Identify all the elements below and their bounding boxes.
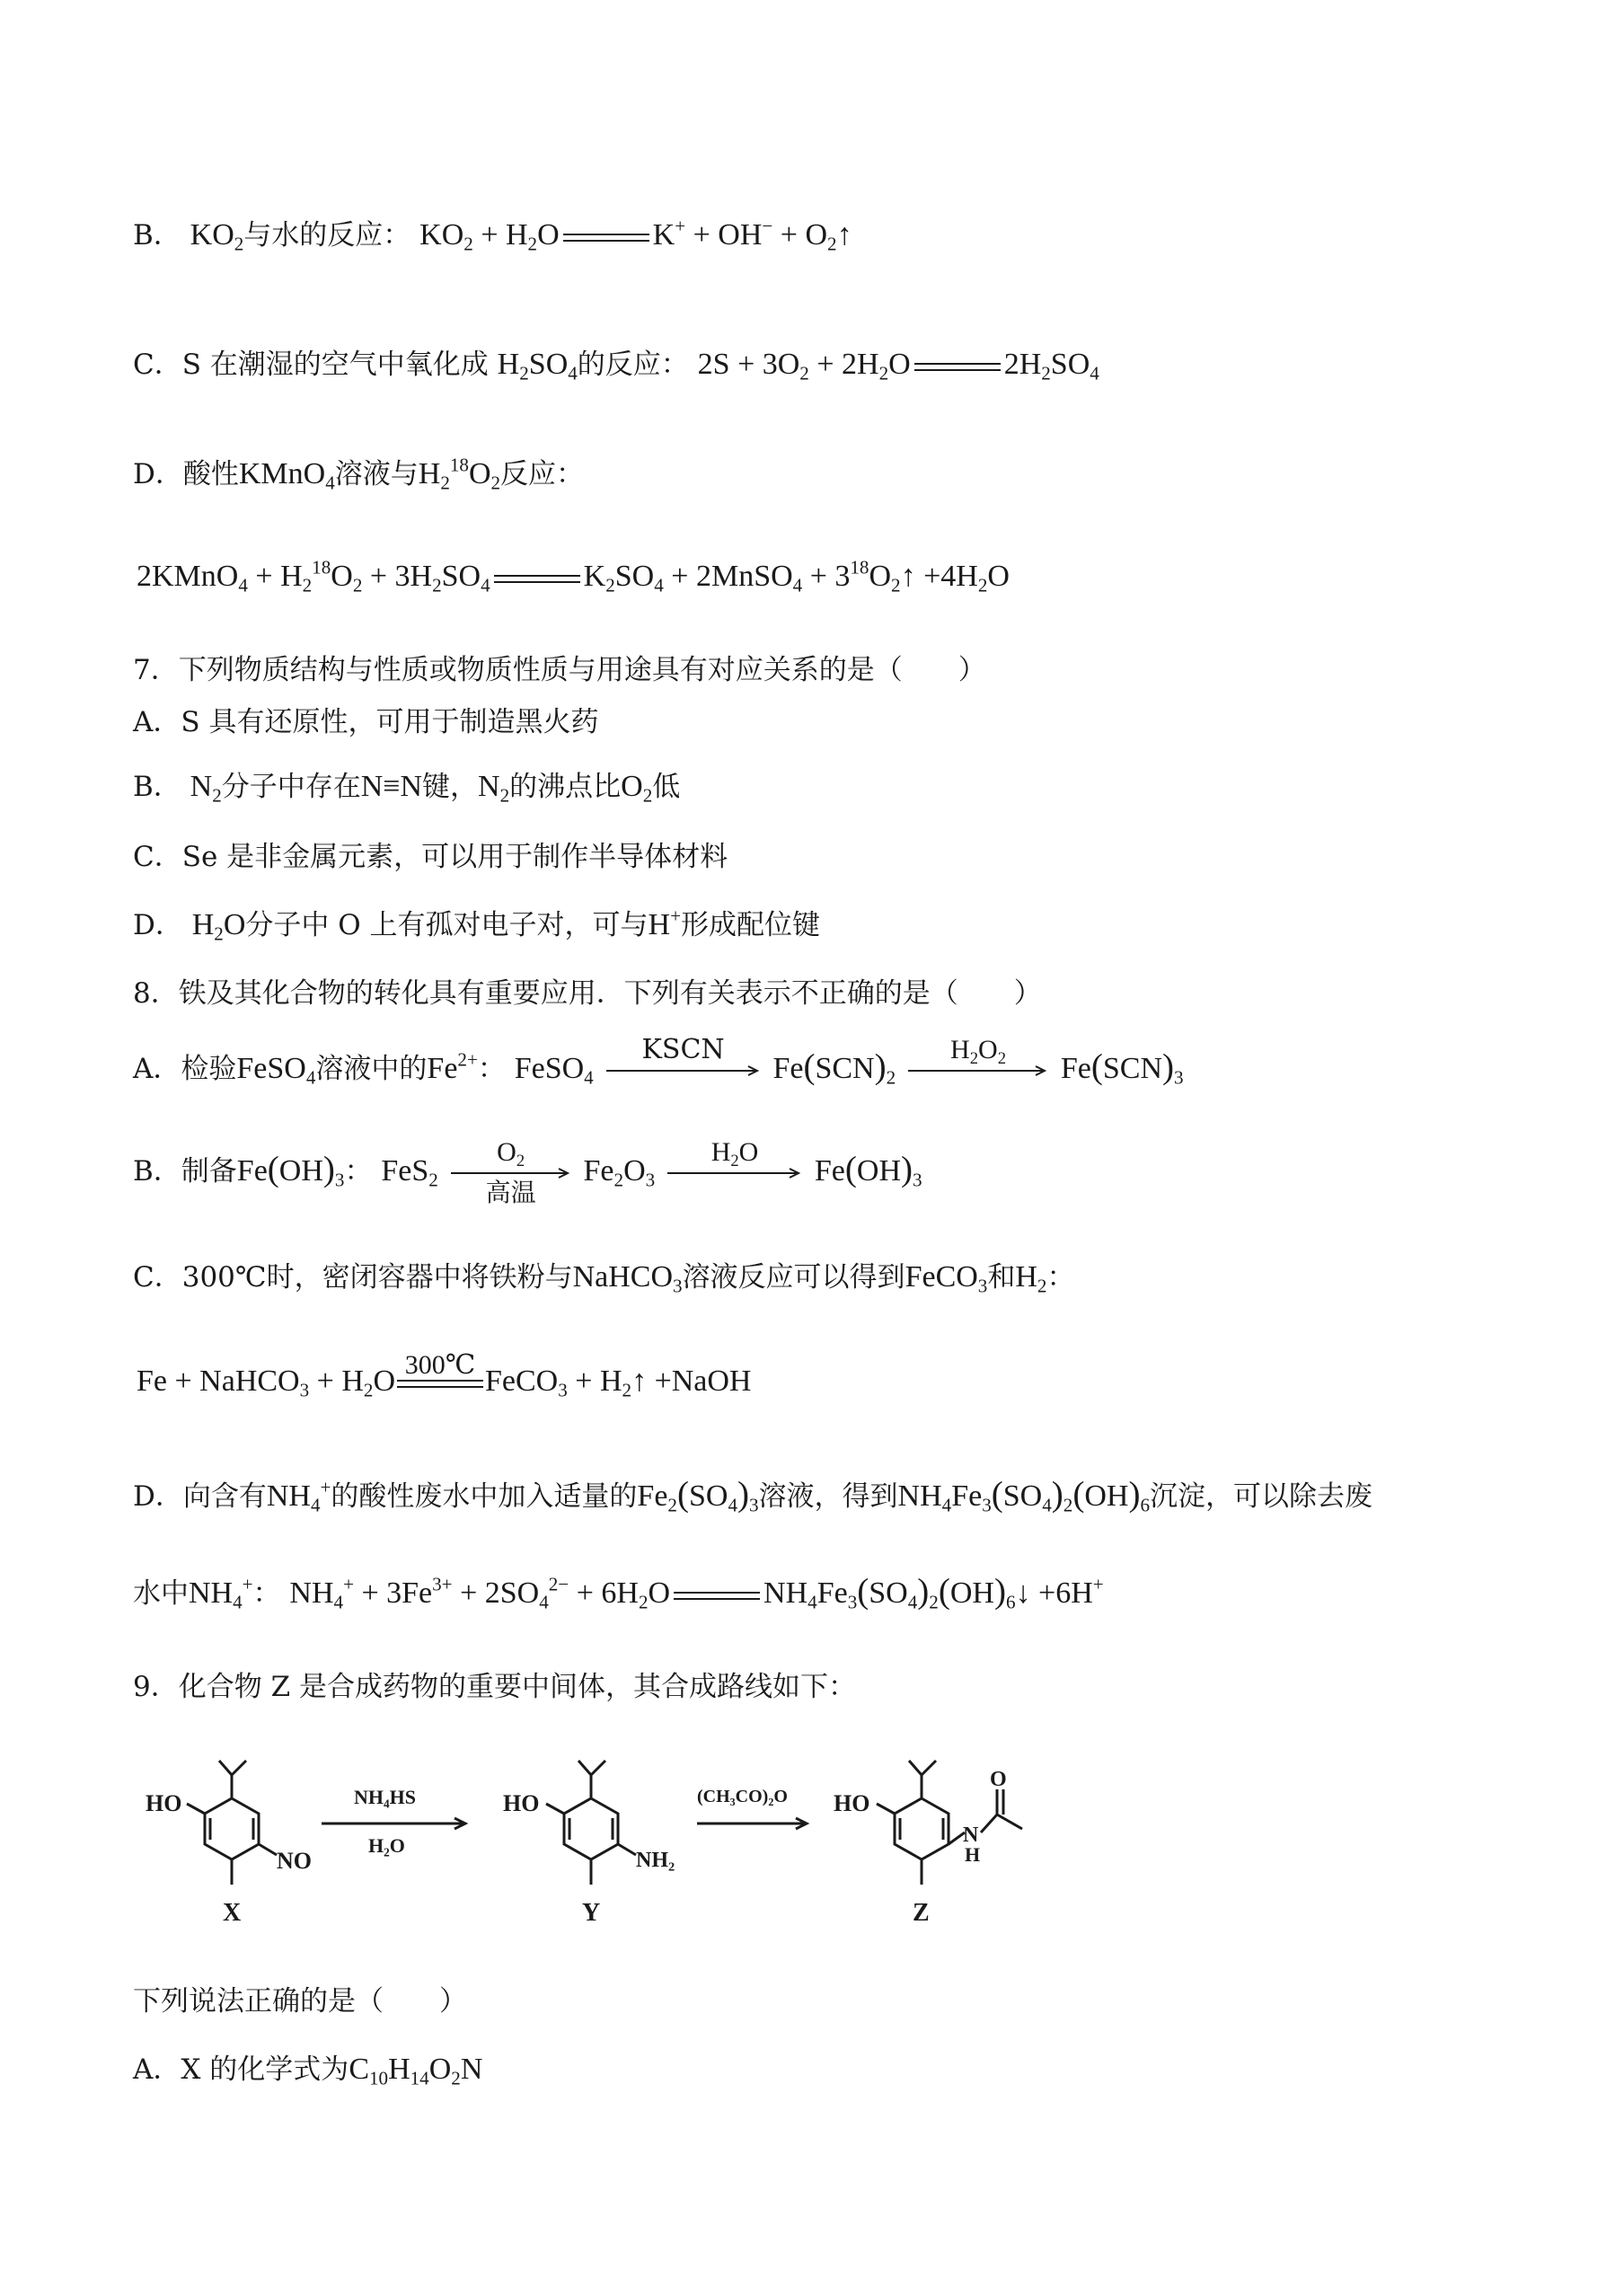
option-7d-end: 形成配位键 <box>680 909 820 941</box>
option-9a-label: A．X 的化学式为 <box>133 2053 349 2086</box>
option-6c-label: C．S 在潮湿的空气中氧化成 <box>133 349 489 381</box>
option-6d-mid2: 反应： <box>500 458 585 490</box>
option-8d: D．向含有$NH_4^+$的酸性废水中加入适量的$Fe_2(SO_4)_3$溶液，得到$NH_4Fe_3(SO_4)_2(OH)_6$沉淀，可以除去废 <box>133 1475 1373 1516</box>
option-8d-cont-label: 水中 <box>133 1577 189 1610</box>
arrow-o2-high-temp: $O_2$ 高温 <box>451 1167 571 1179</box>
arrow-nh4hs <box>322 1818 465 1829</box>
option-8c-mid2: 和 <box>987 1261 1016 1294</box>
z-o: O <box>990 1768 1007 1791</box>
option-7c: C．Se 是非金属元素，可以用于制作半导体材料 <box>133 841 728 873</box>
option-8d-mid1: 的酸性废水中加入适量的 <box>331 1480 638 1513</box>
option-8b-label: B．制备 <box>133 1155 237 1188</box>
option-8d-mid2: 溶液，得到 <box>758 1480 898 1513</box>
option-8a-label: A．检验 <box>133 1053 237 1085</box>
option-8d-mid3: 沉淀，可以除去废 <box>1150 1480 1373 1513</box>
option-8a-colon: ： <box>477 1053 506 1085</box>
reagent-o2: O <box>497 1136 516 1167</box>
reagent-h2o-scheme: H₂O <box>368 1834 405 1857</box>
option-7a: A．S 具有还原性，可用于制造黑火药 <box>133 706 599 738</box>
option-7b-mid1: 分子中存在 <box>221 771 361 803</box>
option-7d: D． $H_2O$分子中 O 上有孤对电子对，可与H+形成配位键 <box>133 905 820 945</box>
equation-8c: Fe + NaHCO$_3$ + $H_2O$ 300℃ FeCO$_3$ + $H_2↑$ +NaOH <box>137 1349 752 1401</box>
question-9: 9．化合物 Z 是合成药物的重要中间体，其合成路线如下： <box>133 1671 856 1703</box>
x-ho: HO <box>146 1790 182 1816</box>
x-no: NO <box>277 1848 312 1874</box>
label-z: Z <box>913 1899 930 1927</box>
option-8c: C．300℃时，密闭容器中将铁粉与NaHCO$_3$溶液反应可以得到FeCO$_3$和$H_2$： <box>133 1260 1075 1297</box>
option-7b-mid2: 键， <box>422 771 479 803</box>
question-9-prompt: 下列说法正确的是（ ） <box>133 1985 467 2018</box>
option-6b-label: B． <box>133 219 181 252</box>
option-6d-label: D．酸性 <box>133 458 239 490</box>
molecule-y <box>546 1761 636 1885</box>
question-8: 8．铁及其化合物的转化具有重要应用．下列有关表示不正确的是（ ） <box>133 977 1042 1010</box>
option-8b: B．制备$Fe(OH)_3$： FeS$_2$ $O_2$ 高温 $Fe_2O_3$ $H_2O$ $Fe(OH)_3$ <box>133 1136 922 1207</box>
option-6b-desc: 与水的反应： <box>243 219 411 252</box>
molecule-x <box>187 1761 277 1885</box>
z-n: N <box>963 1824 979 1847</box>
option-8c-end: ： <box>1046 1261 1075 1294</box>
option-8c-label: C．300℃时，密闭容器中将铁粉与 <box>133 1261 573 1294</box>
option-8d-cont-colon: ： <box>252 1577 281 1610</box>
reagent-nh4hs: NH₄HS <box>354 1786 416 1808</box>
reagent-h2o: H <box>710 1136 731 1167</box>
condition-300c: 300℃ <box>404 1349 476 1380</box>
equals-300c <box>397 1349 483 1388</box>
arrow-h2o2: $H_2O_2$ <box>908 1064 1048 1077</box>
arrow-h2o: $H_2O$ <box>667 1167 802 1179</box>
question-7: 7．下列物质结构与性质或物质性质与用途具有对应关系的是（ ） <box>133 654 986 686</box>
arrow-ac2o <box>697 1818 807 1829</box>
option-8a-mid: 溶液中的 <box>315 1053 428 1085</box>
option-8a: A．检验FeSO$_4$溶液中的$Fe^{2+}$： FeSO$_4$ KSCN $Fe(SCN)_2$ $H_2O_2$ $Fe(SCN)_3$ <box>133 1033 1184 1089</box>
option-8d-cont: 水中$NH_4^+$： $NH_4^+ + 3Fe^{3+} + 2SO_4^{2-} + 6H_2O$ $NH_4Fe_3(SO_4)_2(OH)_6↓ +6H^+$ <box>133 1572 1104 1613</box>
reagent-kscn: KSCN <box>641 1033 725 1065</box>
z-ho: HO <box>834 1790 870 1816</box>
option-8c-mid1: 溶液反应可以得到 <box>682 1261 905 1294</box>
reagent-ac2o: (CH₃CO)₂O <box>697 1787 788 1806</box>
option-7b-mid3: 的沸点比 <box>509 771 622 803</box>
label-y: Y <box>582 1899 601 1927</box>
option-7d-label: D． <box>133 909 183 941</box>
option-7b-mid4: 低 <box>652 771 681 803</box>
option-7d-mid: 分子中 O 上有孤对电子对，可与 <box>245 909 649 941</box>
y-nh2: NH₂ <box>636 1849 675 1872</box>
z-h: H <box>965 1843 981 1866</box>
y-ho: HO <box>503 1790 540 1816</box>
option-7b: B． $N_2$分子中存在N≡N键，$N_2$的沸点比$O_2$低 <box>133 770 681 807</box>
label-x: X <box>223 1899 242 1927</box>
option-6d: D．酸性KMnO$_4$溶液与$H_2^{18}O_2$反应： <box>133 454 585 494</box>
option-9a: A．X 的化学式为$C_{10}H_{14}O_2N$ <box>133 2053 483 2089</box>
synthesis-scheme <box>133 1752 1067 1931</box>
option-6b: B． $KO_2$与水的反应： $KO_2 + H_2O$ $K^+ + OH^- + O_2↑$ <box>133 215 852 255</box>
equation-6d: 2KMnO$_4$ + $H_2^{18}O_2 + 3H_2SO_4$ $K_2SO_4$ + 2MnSO$_4$ + $3^{18}O_2↑ +4H_2O$ <box>137 556 1010 596</box>
option-6c: C．S 在潮湿的空气中氧化成 $H_2SO_4$的反应： $2S + 3O_2 + 2H_2O$ $2H_2SO_4$ <box>133 348 1099 384</box>
condition-high-temp: 高温 <box>485 1177 536 1207</box>
arrow-kscn <box>606 1033 761 1077</box>
option-8b-colon: ： <box>344 1155 373 1188</box>
option-6c-mid: 的反应： <box>577 349 689 381</box>
option-6d-mid1: 溶液与 <box>334 458 419 490</box>
option-7b-label: B． <box>133 771 181 803</box>
option-8d-label: D．向含有 <box>133 1480 267 1513</box>
